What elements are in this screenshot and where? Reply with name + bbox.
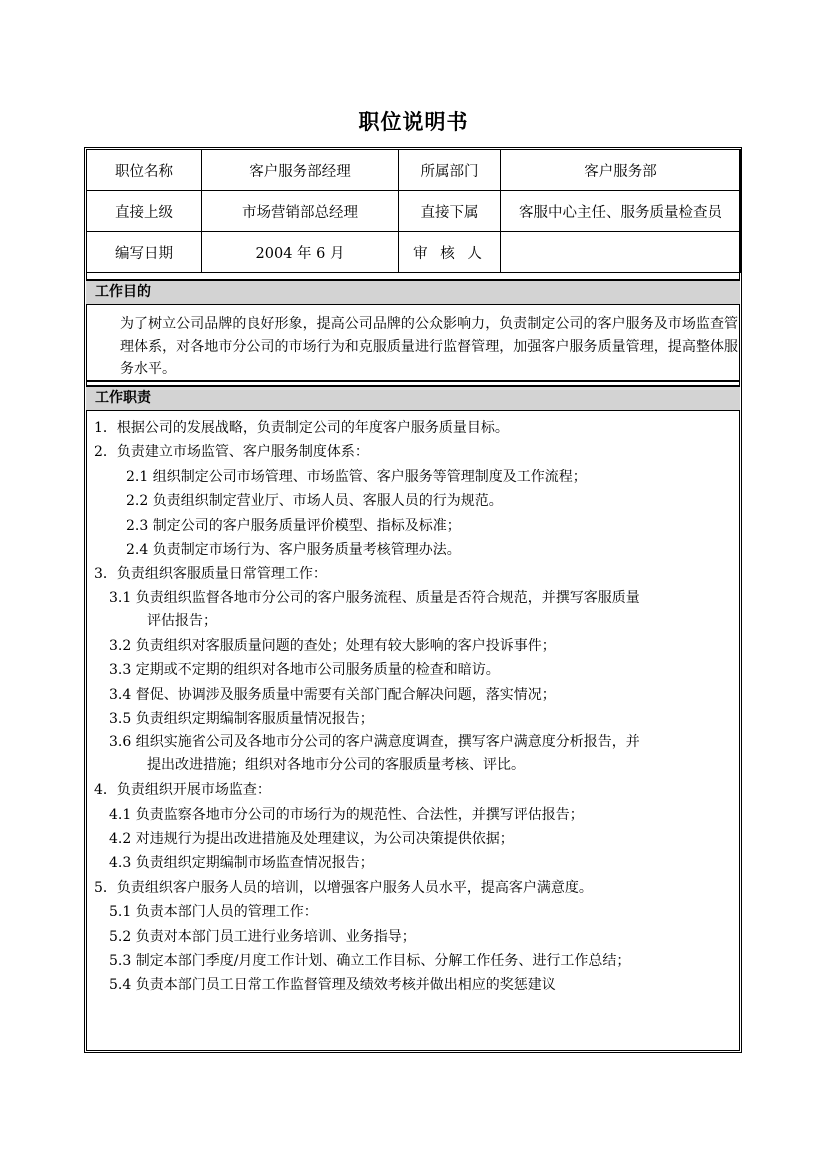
info-table (86, 149, 741, 273)
date-label: 编写日期 (87, 232, 202, 273)
list-item: 5.3 制定本部门季度/月度工作计划、确立工作目标、分解工作任务、进行工作总结； (109, 953, 631, 970)
superior-label: 直接上级 (87, 191, 202, 232)
table-row (87, 191, 741, 232)
list-item (94, 587, 736, 633)
table-row (87, 232, 741, 273)
list-item: 2．负责建立市场监管、客户服务制度体系： (94, 444, 369, 461)
position-label: 职位名称 (87, 150, 202, 191)
list-item: 5.4 负责本部门员工日常工作监督管理及绩效考核并做出相应的奖惩建议 (109, 977, 556, 994)
list-item-continuation: 评估报告； (147, 612, 217, 629)
purpose-text: 为了树立公司品牌的良好形象，提高公司品牌的公众影响力，负责制定公司的客户服务及市场监查管理体系，对各地市分公司的市场行为和克服质量进行监督管理，加强客户服务质量管理，提高整体服务水平。 (120, 316, 738, 377)
purpose-heading: 工作目的 (86, 279, 740, 305)
list-item: 5．负责组织客户服务人员的培训，以增强客户服务人员水平，提高客户满意度。 (94, 879, 593, 896)
reviewer-label: 审 核 人 (399, 232, 501, 273)
list-item: 3.2 负责组织对客服质量问题的查处；处理有较大影响的客户投诉事件； (109, 637, 556, 654)
table-row (87, 150, 741, 191)
list-item: 3．负责组织客服质量日常管理工作： (94, 566, 327, 583)
duties-heading: 工作职责 (86, 385, 740, 411)
list-item: 4.2 对违规行为提出改进措施及处理建议，为公司决策提供依据； (109, 831, 514, 848)
superior-value: 市场营销部总经理 (202, 191, 399, 232)
list-item: 5.2 负责对本部门员工进行业务培训、业务指导； (109, 928, 416, 945)
list-item: 5.1 负责本部门人员的管理工作： (109, 904, 318, 921)
position-value: 客户服务部经理 (202, 150, 399, 191)
department-value: 客户服务部 (501, 150, 741, 191)
subordinate-label: 直接下属 (399, 191, 501, 232)
list-item: 2.2 负责组织制定营业厅、市场人员、客服人员的行为规范。 (126, 493, 503, 510)
list-item: 2.4 负责制定市场行为、客户服务质量考核管理办法。 (126, 541, 461, 558)
department-label: 所属部门 (399, 150, 501, 191)
subordinate-value: 客服中心主任、服务质量检查员 (501, 191, 741, 232)
list-item: 4.3 负责组织定期编制市场监查情况报告； (109, 855, 374, 872)
date-value: 2004 年 6 月 (202, 232, 399, 273)
list-item: 4．负责组织开展市场监查： (94, 782, 271, 799)
list-item: 2.3 制定公司的客户服务质量评价模型、指标及标准； (126, 517, 461, 534)
duties-list (94, 416, 736, 998)
list-item-line: 3.1 负责组织监督各地市分公司的客户服务流程、质量是否符合规范，并撰写客服质量 (109, 589, 640, 606)
list-item-continuation: 提出改进措施；组织对各地市分公司的客服质量考核、评比。 (147, 757, 525, 774)
list-item: 3.5 负责组织定期编制客服质量情况报告； (109, 710, 374, 727)
list-item: 3.3 定期或不定期的组织对各地市公司服务质量的检查和暗访。 (109, 662, 500, 679)
page-title: 职位说明书 (358, 110, 469, 134)
list-item: 2.1 组织制定公司市场管理、市场监管、客户服务等管理制度及工作流程； (126, 468, 587, 485)
list-item (94, 731, 736, 777)
reviewer-value (501, 232, 741, 273)
list-item: 3.4 督促、协调涉及服务质量中需要有关部门配合解决问题，落实情况； (109, 686, 556, 703)
list-item-line: 3.6 组织实施省公司及各地市分公司的客户满意度调查，撰写客户满意度分析报告，并 (109, 734, 640, 751)
list-item: 1．根据公司的发展战略，负责制定公司的年度客户服务质量目标。 (94, 420, 509, 436)
list-item: 4.1 负责监察各地市分公司的市场行为的规范性、合法性，并撰写评估报告； (109, 806, 584, 823)
